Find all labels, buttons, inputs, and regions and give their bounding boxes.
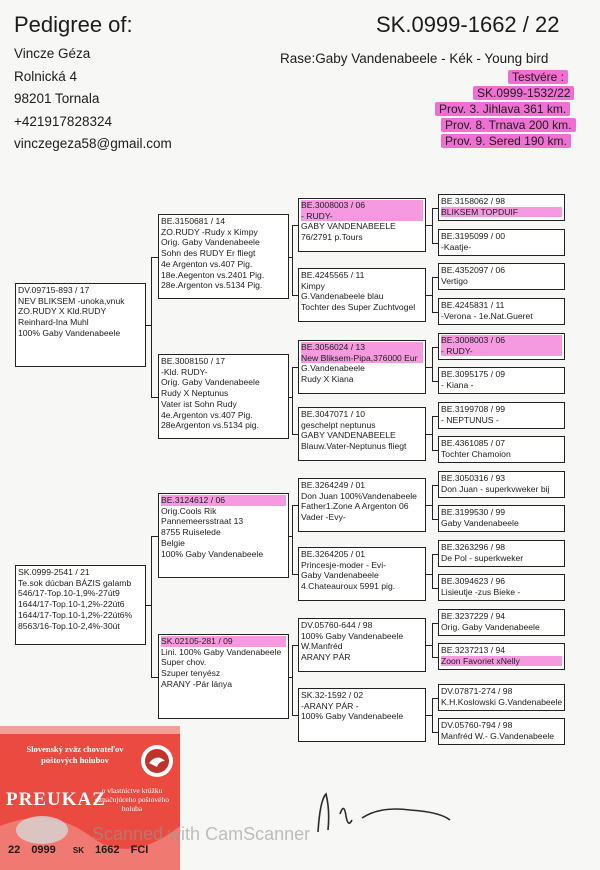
pedigree-line: GABY VANDENABEELE [301, 221, 396, 232]
connector-line [432, 312, 438, 313]
pedigree-line: DV.05760-794 / 98 [441, 720, 513, 730]
grandparent-box [158, 493, 289, 578]
connector-line [151, 257, 158, 258]
pedigree-line: BE.3150681 / 14 [161, 216, 226, 226]
pedigree-line: BE.4361085 / 07 [441, 438, 506, 448]
great-great-grandparent-box [438, 367, 565, 394]
owner-email: vinczegeza58@gmail.com [14, 136, 172, 151]
pedigree-line: BE.3264249 / 01 [301, 480, 366, 490]
connector-line [432, 277, 438, 278]
sire-box [15, 283, 146, 367]
pedigree-line: G.Vandenabeele [301, 363, 365, 374]
great-great-grandparent-box [438, 505, 565, 532]
pedigree-line: DV.07871-274 / 98 [441, 686, 513, 696]
scanner-watermark: Scanned with CamScanner [92, 824, 311, 844]
pedigree-line: 76/2791 p.Tours [301, 232, 363, 243]
great-great-grandparent-box [438, 263, 565, 290]
card-fci: FCI [130, 844, 149, 856]
great-great-grandparent-box [438, 194, 565, 221]
ring-card [0, 726, 180, 870]
pedigree-line: BE.3050316 / 93 [441, 473, 506, 483]
pedigree-line: Princesje-moder - Evi- [301, 559, 387, 570]
pedigree-line: Don Juan - superkvweker bij [441, 483, 550, 494]
pedigree-line: Don Juan 100%Vandenabeele [301, 490, 417, 501]
pedigree-line: - RUDY- [441, 346, 562, 357]
pedigree-line: Manfréd W.- G.Vandenabeele [441, 730, 555, 741]
pedigree-line: DV.09715-893 / 17 [18, 285, 90, 295]
connector-line [432, 554, 433, 588]
pedigree-line: Belgie [161, 537, 185, 548]
pedigree-line: 4.Chateauroux 5991 pig. [301, 581, 396, 592]
grandparent-box [158, 354, 289, 439]
owner-phone: +421917828324 [14, 113, 112, 129]
pedigree-line: SK.32-1592 / 02 [301, 690, 364, 700]
pedigree-line: Orig.Cools Rik [161, 505, 217, 516]
great-great-grandparent-box [438, 471, 565, 498]
pedigree-line: BE.3263296 / 98 [441, 542, 506, 552]
pedigree-line: 28eArgenton vs.5134 pig. [161, 420, 259, 431]
great-great-grandparent-box [438, 574, 565, 601]
pedigree-line: Lini. 100% Gaby Vandenabeele [161, 646, 282, 657]
card-number: 0999 [31, 844, 56, 856]
pedigree-line: - NEPTUNUS - [441, 414, 499, 425]
connector-line [432, 698, 438, 699]
pedigree-line: Vertigo [441, 275, 468, 286]
connector-line [292, 434, 298, 435]
page-title: Pedigree of: [14, 12, 133, 37]
great-great-grandparent-box [438, 643, 565, 670]
sibling-result: Prov. 9. Sered 190 km. [441, 134, 571, 148]
pedigree-line: BE.3158062 / 98 [441, 196, 506, 206]
pedigree-line: GABY VANDENABEELE [301, 430, 396, 441]
pedigree-line: -Kld. RUDY- [161, 366, 208, 377]
great-great-grandparent-box [438, 684, 565, 711]
pedigree-line: Gaby Vandenabeele [301, 570, 379, 581]
pedigree-line: -Verona - 1e.Nat.Gueret [441, 310, 533, 321]
pedigree-line: Orig. Gaby Vandenabeele [161, 237, 260, 248]
connector-line [432, 485, 433, 519]
pedigree-line: 8563/16-Top.10-2,4%-30út [18, 620, 120, 631]
pedigree-line: Pannemeersstraat 13 [161, 516, 244, 527]
pedigree-line: G.Vandenabeele blau [301, 291, 384, 302]
pedigree-line: BE.3195099 / 00 [441, 231, 506, 241]
pedigree-line: Rudy X Kiana [301, 374, 354, 385]
pedigree-line: ZO.RUDY -Rudy x Kimpy [161, 226, 258, 237]
pedigree-line: geschelpt neptunus [301, 419, 376, 430]
great-grandparent-box [298, 340, 426, 394]
owner-city: 98201 Tornala [14, 91, 100, 106]
great-grandparent-box [298, 688, 426, 742]
pedigree-line: Tochter des Super Zuchtvogel [301, 302, 416, 313]
card-number-row [8, 844, 148, 856]
pedigree-line: Tochter Chamoion [441, 448, 511, 459]
pedigree-line: Father1.Zone A Argenton 06 [301, 501, 409, 512]
pedigree-line: DV.05760-644 / 98 [301, 620, 373, 630]
card-year: 22 [8, 844, 21, 856]
connector-line [292, 574, 298, 575]
great-grandparent-box [298, 198, 426, 252]
connector-line [432, 657, 438, 658]
great-great-grandparent-box [438, 436, 565, 463]
pedigree-line: BE.4245831 / 11 [441, 300, 505, 310]
card-country: SK [72, 846, 84, 855]
pigeon-emblem-icon [140, 744, 174, 778]
pedigree-line: 100% Gaby Vandenabeele [301, 711, 404, 722]
pedigree-line: SK.02105-281 / 09 [161, 636, 286, 647]
grandparent-box [158, 214, 289, 299]
pedigree-line: Te.sok dúcban BÁZIS galamb [18, 577, 132, 588]
connector-line [432, 554, 438, 555]
pedigree-line: De Pol - superkweker [441, 552, 524, 563]
great-great-grandparent-box [438, 333, 565, 360]
pedigree-line: ARANY PÁR [301, 652, 351, 663]
connector-line [292, 505, 293, 574]
connector-line [432, 732, 438, 733]
pedigree-line: Orig. Gaby Vandenabeele [441, 621, 540, 632]
pedigree-line: Zoon Favoriet xNelly [441, 656, 562, 667]
connector-line [432, 347, 438, 348]
pedigree-line: BE.3094623 / 96 [441, 576, 506, 586]
great-grandparent-box [298, 618, 426, 672]
pedigree-line: ARANY -Pár lánya [161, 678, 233, 689]
pedigree-line: Lisieutje -zus Bieke - [441, 586, 521, 597]
pedigree-line: Vater ist Sohn Rudy [161, 398, 237, 409]
pedigree-line: Orig. Gaby Vandenabeele [161, 377, 260, 388]
pedigree-line: Super chov. [161, 657, 207, 668]
pedigree-line: Rudy X Neptunus [161, 388, 229, 399]
connector-line [292, 505, 298, 506]
connector-line [151, 397, 158, 398]
signature [300, 780, 460, 840]
pedigree-line: -Kaatje- [441, 241, 472, 252]
connector-line [292, 645, 298, 646]
connector-line [151, 536, 152, 677]
connector-line [432, 416, 438, 417]
pedigree-line: 100% Gaby Vandenabeele [161, 548, 264, 559]
card-ring: 1662 [95, 844, 120, 856]
dam-box [15, 565, 146, 645]
connector-line [432, 485, 438, 486]
pedigree-line: BE.3056024 / 13 [301, 342, 423, 353]
pedigree-line: BE.3008150 / 17 [161, 356, 226, 366]
pedigree-line: BE.3095175 / 09 [441, 369, 506, 379]
pedigree-line: ZO.RUDY X Kld.RUDY [18, 306, 107, 317]
pedigree-line: 1644/17-Top.10-1,2%-22út6% [18, 609, 133, 620]
race-line: Rase:Gaby Vandenabeele - Kék - Young bird [280, 51, 549, 66]
great-grandparent-box [298, 268, 426, 322]
pedigree-line: K.H.Koslowski G.Vandenabeele [441, 696, 563, 707]
connector-line [292, 645, 293, 715]
pedigree-line: Blauw.Vater-Neptunus fliegt [301, 441, 407, 452]
pedigree-line: BE.3008003 / 06 [441, 335, 562, 346]
great-grandparent-box [298, 478, 426, 532]
grandparent-box [158, 634, 289, 719]
pedigree-line: BE.3237229 / 94 [441, 611, 506, 621]
connector-line [292, 225, 293, 295]
connector-line [151, 536, 158, 537]
pedigree-line: W.Manfréd [301, 641, 343, 652]
pedigree-line: 546/17-Top.10-1,9%-27út9 [18, 588, 120, 599]
card-owner-note: o vlastníctve krúžku označujúceho poštového holuba [95, 786, 169, 813]
connector-line [432, 208, 438, 209]
connector-line [432, 243, 438, 244]
pedigree-line: 28e.Argenton vs.5134 Pig. [161, 280, 263, 291]
pedigree-line: 4e Argenton vs.407 Pig. [161, 258, 253, 269]
siblings-ring: SK.0999-1532/22 [473, 86, 574, 100]
sibling-result: Prov. 8. Trnava 200 km. [441, 118, 576, 132]
pedigree-line: BE.3199708 / 99 [441, 404, 506, 414]
pedigree-line: - Kiana - [441, 379, 474, 390]
connector-line [432, 277, 433, 312]
owner-name: Vincze Géza [14, 46, 91, 61]
pedigree-line: Sohn des RUDY Er fliegt [161, 248, 256, 259]
ring-number: SK.0999-1662 / 22 [376, 12, 560, 37]
great-great-grandparent-box [438, 540, 565, 567]
great-great-grandparent-box [438, 298, 565, 325]
connector-line [151, 257, 152, 397]
pedigree-line: BE.3237213 / 94 [441, 645, 506, 655]
owner-block [14, 43, 172, 156]
pedigree-line: BE.3264205 / 01 [301, 549, 366, 559]
great-grandparent-box [298, 407, 426, 461]
pedigree-line: Vader -Evy- [301, 512, 346, 523]
pedigree-line: BE.3008003 / 06 [301, 200, 423, 211]
connector-line [292, 295, 298, 296]
great-grandparent-box [298, 547, 426, 601]
pedigree-line: 4e.Argenton vs.407 Pig. [161, 409, 253, 420]
great-great-grandparent-box [438, 229, 565, 256]
pedigree-line: BLIKSEM TOPDUIF [441, 207, 562, 218]
connector-line [292, 367, 293, 434]
pedigree-line: BE.3047071 / 10 [301, 409, 366, 419]
connector-line [151, 677, 158, 678]
pedigree-line: 1644/17-Top.10-1,2%-22út6 [18, 599, 125, 610]
card-org: Slovenský zväz chovateľov poštových holubov [26, 744, 124, 765]
pedigree-line: BE.4352097 / 06 [441, 265, 506, 275]
card-label: PREUKAZ [6, 789, 106, 810]
great-great-grandparent-box [438, 718, 565, 745]
pedigree-line: 100% Gaby Vandenabeele [301, 630, 404, 641]
pedigree-line: Reinhard-Ina Muhl [18, 317, 89, 328]
connector-line [432, 450, 438, 451]
siblings-label: Testvére : [508, 70, 568, 84]
pedigree-line: BE.4245565 / 11 [301, 270, 365, 280]
great-great-grandparent-box [438, 609, 565, 636]
pedigree-line: BE.3199530 / 99 [441, 507, 506, 517]
connector-line [432, 416, 433, 450]
pedigree-line: Gaby Vandenabeele [441, 517, 519, 528]
great-great-grandparent-box [438, 402, 565, 429]
pedigree-line: - RUDY- [301, 211, 423, 222]
pedigree-line: NEV BLIKSEM -unoka,vnuk [18, 295, 125, 306]
pedigree-line: 8755 Ruiselede [161, 527, 221, 538]
connector-line [432, 623, 438, 624]
pedigree-line: 100% Gaby Vandenabeele [18, 327, 121, 338]
pedigree-line: 18e.Aegenton vs.2401 Pig. [161, 269, 265, 280]
owner-street: Rolnická 4 [14, 68, 78, 84]
connector-line [432, 588, 438, 589]
pedigree-line: -ARANY PÁR - [301, 700, 359, 711]
connector-line [432, 698, 433, 732]
connector-line [292, 367, 298, 368]
connector-line [432, 381, 438, 382]
connector-line [432, 208, 433, 243]
pedigree-line: SK.0999-2541 / 21 [18, 567, 90, 577]
connector-line [432, 623, 433, 657]
pedigree-line: New Bliksem-Pipa,376000 Eur [301, 353, 423, 364]
pedigree-line: BE.3124612 / 06 [161, 495, 286, 506]
pedigree-line: Szuper tenyész [161, 668, 221, 679]
connector-line [292, 715, 298, 716]
pedigree-line: Kimpy [301, 280, 325, 291]
connector-line [432, 519, 438, 520]
sibling-result: Prov. 3. Jihlava 361 km. [435, 102, 570, 116]
connector-line [292, 225, 298, 226]
connector-line [432, 347, 433, 381]
